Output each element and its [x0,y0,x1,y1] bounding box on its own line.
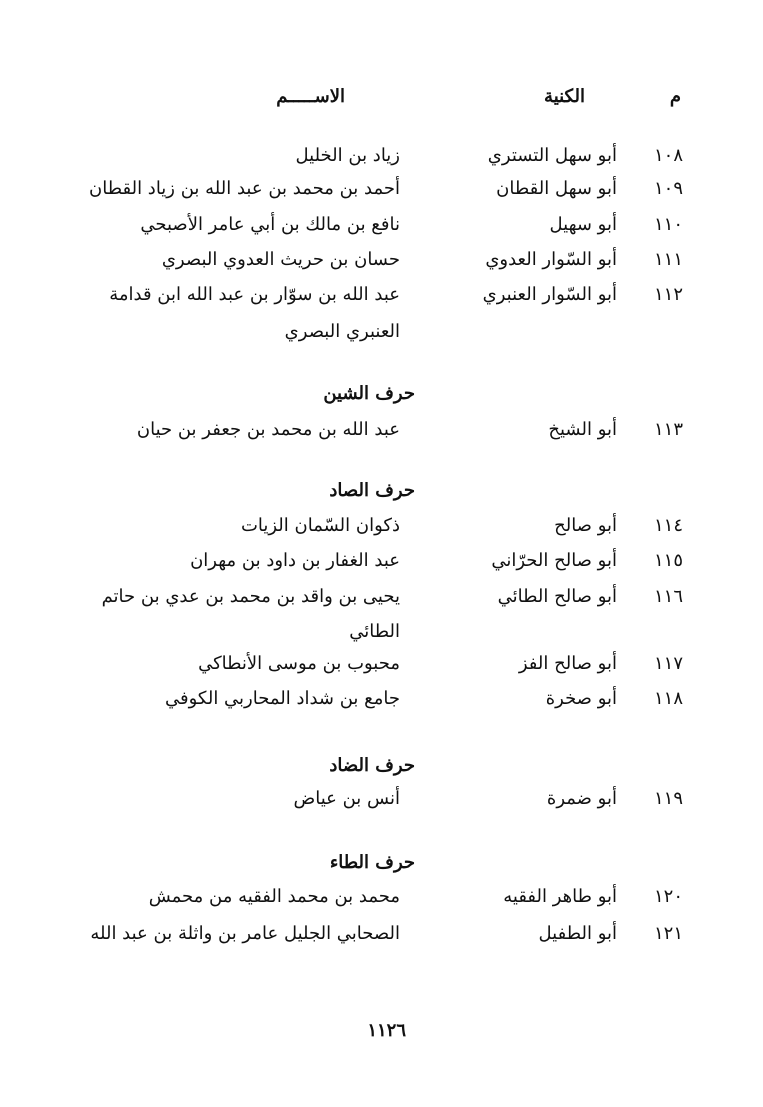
entry-number: ١١٧ [653,653,683,674]
table-row [0,788,763,818]
section-heading-shin: حرف الشين [323,383,415,404]
entry-number: ١٠٨ [653,145,683,166]
section-heading-sad: حرف الصاد [329,480,415,501]
entry-kunya: أبو سهل التستري [487,145,617,166]
table-row [0,923,763,953]
entry-kunya: أبو الطفيل [538,923,617,944]
entry-name: يحيى بن واقد بن محمد بن عدي بن حاتم [101,586,400,607]
table-row-continuation [0,321,763,351]
entry-number: ١١٩ [653,788,683,809]
table-row [0,586,763,616]
entry-number: ١١١ [653,249,683,270]
entry-name: نافع بن مالك بن أبي عامر الأصبحي [140,214,400,235]
section-heading-dad: حرف الضاد [329,755,415,776]
table-row [0,515,763,545]
entry-kunya: أبو السّوار العنبري [482,284,617,305]
table-row [0,688,763,718]
entry-name-continuation: العنبري البصري [284,321,400,342]
table-row [0,284,763,314]
entry-kunya: أبو صالح الحرّاني [491,550,617,571]
column-header-kunya: الكنية [544,86,585,107]
table-row [0,178,763,208]
entry-name: أنس بن عياض [293,788,400,809]
table-row [0,214,763,244]
entry-kunya: أبو الشيخ [548,419,617,440]
page-number: ١١٢٦ [367,1020,406,1041]
table-row [0,145,763,175]
entry-kunya: أبو صخرة [545,688,617,709]
entry-name: أحمد بن محمد بن عبد الله بن زياد القطان [89,178,400,199]
entry-kunya: أبو ضمرة [546,788,617,809]
entry-name: ذكوان السّمان الزيات [240,515,400,536]
entry-name: عبد الله بن سوّار بن عبد الله ابن قدامة [109,284,400,305]
entry-name: جامع بن شداد المحاربي الكوفي [164,688,400,709]
entry-kunya: أبو صالح [554,515,617,536]
entry-name: عبد الله بن محمد بن جعفر بن حيان [136,419,400,440]
table-row [0,249,763,279]
entry-number: ١١٦ [653,586,683,607]
entry-number: ١١٤ [653,515,683,536]
entry-number: ١٠٩ [653,178,683,199]
entry-number: ١٢٠ [653,886,683,907]
entry-kunya: أبو سهيل [549,214,617,235]
entry-number: ١١٠ [653,214,683,235]
section-heading-ta: حرف الطاء [329,852,415,873]
entry-name-continuation: الطائي [349,621,400,642]
table-row-continuation [0,621,763,651]
table-row [0,653,763,683]
table-row [0,550,763,580]
entry-number: ١١٢ [653,284,683,305]
entry-kunya: أبو طاهر الفقيه [503,886,617,907]
entry-kunya: أبو السّوار العدوي [485,249,617,270]
entry-number: ١١٣ [653,419,683,440]
entry-number: ١١٥ [653,550,683,571]
table-row [0,886,763,916]
entry-name: محبوب بن موسى الأنطاكي [198,653,400,674]
table-row [0,419,763,449]
entry-name: عبد الغفار بن داود بن مهران [190,550,400,571]
entry-kunya: أبو سهل القطان [496,178,617,199]
entry-kunya: أبو صالح الطائي [497,586,617,607]
entry-kunya: أبو صالح الفز [518,653,617,674]
entry-name: الصحابي الجليل عامر بن واثلة بن عبد الله [90,923,400,944]
entry-name: حسان بن حريث العدوي البصري [161,249,400,270]
entry-number: ١٢١ [653,923,683,944]
column-header-number: م [669,86,681,107]
entry-name: محمد بن محمد الفقيه من محمش [148,886,400,907]
entry-number: ١١٨ [653,688,683,709]
column-header-name: الاســـــم [276,86,345,107]
entry-name: زياد بن الخليل [295,145,400,166]
